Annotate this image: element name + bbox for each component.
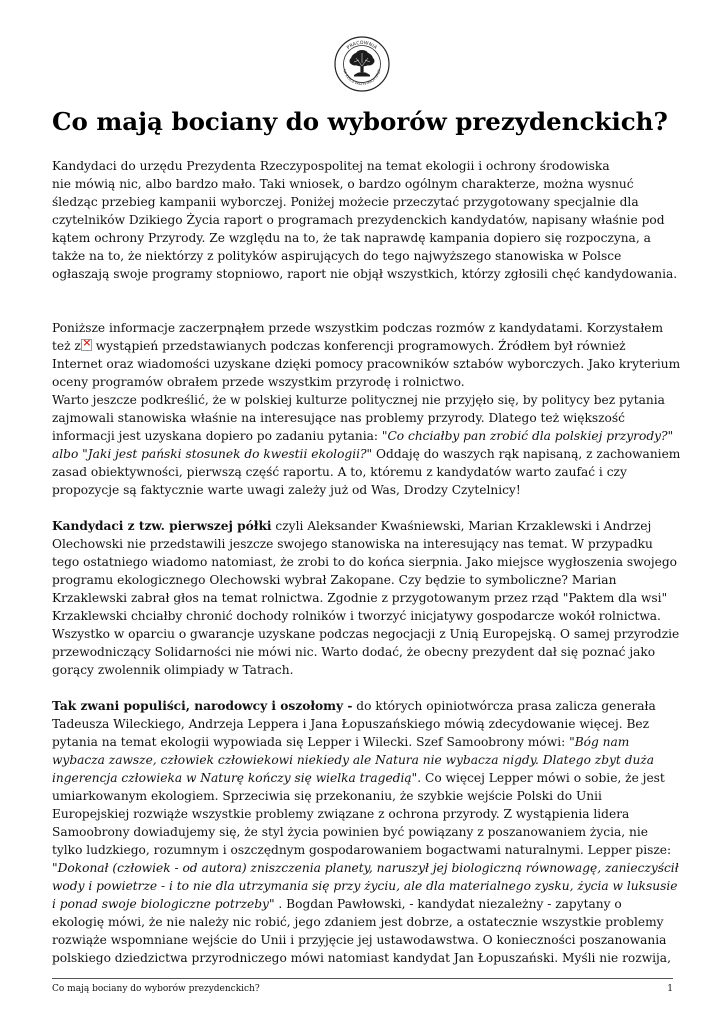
- text-fragment: wystąpień przedstawianych podczas konferencji programowych. Źródłem był również: [91, 339, 626, 353]
- text-fragment: ": [667, 429, 674, 443]
- text-line: [52, 859, 682, 877]
- text-line: rozwiąże wspomniane wejście do Unii i przyjęcie jej ustawodawstwa. O konieczności poszanowania: [52, 933, 667, 947]
- text-line: [52, 895, 682, 913]
- text-line: ogłaszają swoje programy stopniowo, raport nie objął wszystkich, którzy zgłosili chęć kandydowania.: [52, 267, 678, 281]
- text-fragment: " . Bogdan Pawłowski, - kandydat niezależny - zapytany o: [268, 897, 622, 911]
- text-fragment: do których opiniotwórcza prasa zalicza generała: [352, 699, 656, 713]
- text-fragment: ". Co więcej Lepper mówi o sobie, że jest: [411, 771, 665, 785]
- text-line: [52, 733, 682, 751]
- text-line: śledząc przebieg kampanii wyborczej. Poniżej możecie przeczytać przygotowany specjalnie dla: [52, 195, 639, 209]
- text-line: Krzaklewski chciałby chronić dochody rolników i tworzyć inicjatywy gospodarcze wokół rolnictwa.: [52, 609, 661, 623]
- text-line: propozycje są faktycznie warte uwagi zależy już od Was, Drodzy Czytelnicy!: [52, 483, 521, 497]
- quote-italic: Bóg nam: [574, 735, 630, 749]
- text-fragment: też z: [52, 339, 81, 353]
- footer-title: Co mają bociany do wyborów prezydenckich?: [52, 984, 260, 994]
- quote-line: wybacza zawsze, człowiek człowiekowi niekiedy ale Natura nie wybacza nigdy. Dlatego zbyt duża: [52, 753, 655, 767]
- text-line: nie mówią nic, albo bardzo mało. Taki wniosek, o bardzo ogólnym charakterze, można wysnuć: [52, 177, 634, 191]
- text-line: czytelników Dzikiego Życia raport o programach prezydenckich kandydatów, napisany właśnie pod: [52, 213, 665, 227]
- logo-ring-text-bottom: NA RZECZ WSZYSTKICH ISTOT: [342, 68, 382, 87]
- paragraph-first-shelf: [52, 517, 682, 679]
- text-line: [52, 445, 682, 463]
- quote-italic: i ponad swoje biologiczne potrzeby: [52, 897, 269, 911]
- quote-italic: ingerencja człowieka w Naturę kończy się wielka tragedią: [52, 771, 412, 785]
- text-line: [52, 517, 682, 535]
- lead-bold: Tak zwani populiści, narodowcy i oszołomy -: [52, 699, 353, 713]
- text-line: zasad obiektywności, pierwszą część raportu. A to, któremu z kandydatów warto zaufać i czy: [52, 465, 627, 479]
- broken-image-icon: [81, 339, 92, 351]
- text-line: Internet oraz wiadomości uzyskane dzięki pomocy pracowników sztabów wyborczych. Jako kryterium: [52, 357, 681, 371]
- text-line: oceny programów obrałem przede wszystkim przyrodę i rolnictwo.: [52, 375, 465, 389]
- text-line: przewodniczący Solidarności nie mówi nic. Warto dodać, że obecny prezydent dał się poznać jako: [52, 645, 656, 659]
- text-line: Kandydaci do urzędu Prezydenta Rzeczypospolitej na temat ekologii i ochrony środowiska: [52, 159, 610, 173]
- page-footer: [52, 978, 673, 994]
- text-fragment: albo ": [52, 447, 88, 461]
- text-line: [52, 697, 682, 715]
- quote-italic: Jaki jest pański stosunek do kwestii ekologii?: [87, 447, 367, 461]
- text-line: [52, 337, 682, 355]
- text-line: zajmowali stanowiska właśnie na interesujące nas problemy przyrody. Dlatego też większość: [52, 411, 625, 425]
- text-fragment: pytania na temat ekologii wypowiada się Lepper i Wilecki. Szef Samoobrony mówi: ": [52, 735, 575, 749]
- quote-italic: Co chciałby pan zrobić dla polskiej przyrody?: [387, 429, 668, 443]
- paragraph-intro: [52, 157, 682, 283]
- paragraph-populists: [52, 697, 682, 967]
- footer-page-number: 1: [667, 984, 673, 994]
- article-body: [52, 157, 682, 967]
- text-line: ekologię mówi, że nie należy nic robić, jego zdaniem jest dobrze, a ostatecznie wszystkie problemy: [52, 915, 664, 929]
- text-line: Wszystko w oparciu o gwarancje uzyskane podczas negocjacji z Unią Europejską. O samej przyrodzie: [52, 627, 680, 641]
- quote-italic: Dokonał (człowiek - od autora) zniszczenia planety, naruszył jej biologiczną równowagę, zanieczyścił: [57, 861, 679, 875]
- text-line: Samoobrony dowiadujemy się, że styl życia powinien być powiązany z poszanowaniem życia, nie: [52, 825, 648, 839]
- text-line: Krzaklewski zabrał głos na temat rolnictwa. Zgodnie z przygotowanym przez rząd "Paktem dla wsi": [52, 591, 668, 605]
- text-line: [52, 427, 682, 445]
- lead-bold: Kandydaci z tzw. pierwszej półki: [52, 519, 272, 533]
- text-line: Europejskiej rozwiąże wszystkie problemy związane z ochrona przyrody. Z wystąpienia lidera: [52, 807, 630, 821]
- text-fragment: " Oddaję do waszych rąk napisaną, z zachowaniem: [366, 447, 681, 461]
- text-line: Olechowski nie przedstawili jeszcze swojego stanowiska na interesujący nas temat. W przypadku: [52, 537, 653, 551]
- logo-ring-text-top: PRACOWNIA: [346, 40, 378, 51]
- text-line: tylko ludzkiego, rozumnym i oszczędnym gospodarowaniem bogactwami naturalnymi. Lepper pisze:: [52, 843, 672, 857]
- text-line: umiarkowanym ekologiem. Sprzeciwia się przekonaniu, że szybkie wejście Polski do Unii: [52, 789, 602, 803]
- quote-line: wody i powietrze - i to nie dla utrzymania się przy życiu, ale dla materialnego zysku, życia w luksusie: [52, 879, 678, 893]
- text-line: gorący zwolennik olimpiady w Tatrach.: [52, 663, 294, 677]
- text-line: programu ekologicznego Olechowski wybrał Zakopane. Czy będzie to symboliczne? Marian: [52, 573, 617, 587]
- text-line: Tadeusza Wileckiego, Andrzeja Leppera i Jana Łopuszańskiego mówią zdecydowanie więcej. Bez: [52, 717, 650, 731]
- text-line: Warto jeszcze podkreślić, że w polskiej kulturze politycznej nie przyjęło się, by politycy bez pytania: [52, 393, 665, 407]
- text-line: tego ostatniego wiadomo natomiast, że zrobi to do końca sierpnia. Jako miejsce wygłoszenia swojego: [52, 555, 678, 569]
- text-line: kątem ochrony Przyrody. Ze względu na to, że tak naprawdę kampania dopiero się rozpoczyna, a: [52, 231, 651, 245]
- tree-seal-icon: [334, 36, 390, 92]
- text-line: [52, 769, 682, 787]
- text-fragment: informacji jest uzyskana dopiero po zadaniu pytania: ": [52, 429, 388, 443]
- paragraph-sources: [52, 319, 682, 499]
- text-line: także na to, że niektórzy z polityków aspirujących do tego najwyższego stanowiska w Polsce: [52, 249, 622, 263]
- text-fragment: ": [52, 861, 58, 875]
- text-line: polskiego dziedzictwa przyrodniczego mówi natomiast kandydat Jan Łopuszański. Myśli nie rozwija,: [52, 951, 671, 965]
- text-fragment: czyli Aleksander Kwaśniewski, Marian Krzaklewski i Andrzej: [271, 519, 652, 533]
- page-title: Co mają bociany do wyborów prezydenckich?: [52, 107, 668, 136]
- text-line: Poniższe informacje zaczerpnąłem przede wszystkim podczas rozmów z kandydatami. Korzystałem: [52, 321, 664, 335]
